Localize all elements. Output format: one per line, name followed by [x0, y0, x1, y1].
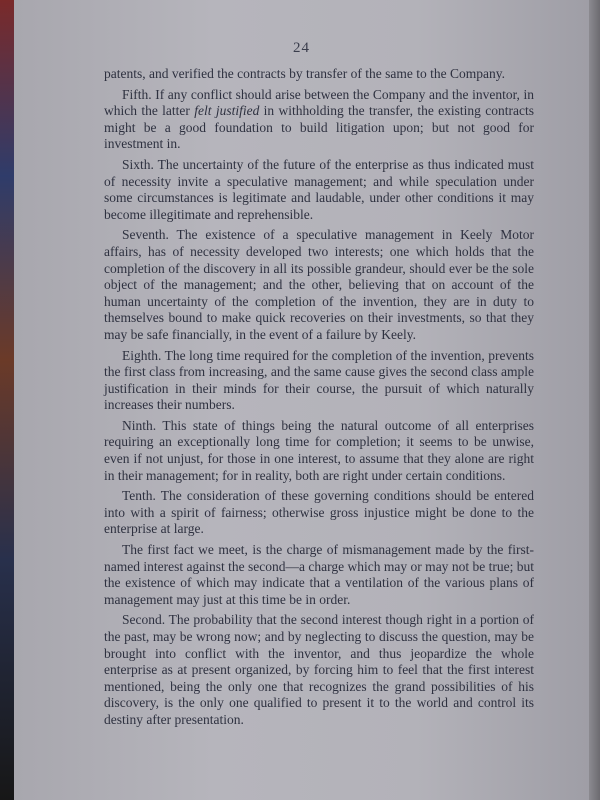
paragraph-eighth: Eighth. The long time required for the completion of the invention, prevents the first class from increasing, and the same cause gives the second class ample justification in their minds for their course, the pursuit of which naturally increases their numbers.: [104, 347, 534, 413]
paragraph-second: Second. The probability that the second interest though right in a portion of the past, may be wrong now; and by neglecting to discuss the question, may be brought into conflict with the inventor, and thus jeopardize the whole enterprise as at present organized, by forcing him to feel that the first interest mentioned, being the only one that recognizes the grand possibilities of his discovery, is the only one qualified to present it to the world and control its destiny after presentation.: [104, 612, 534, 727]
paragraph-seventh: Seventh. The existence of a speculative management in Keely Motor affairs, has of necessity developed two interests; one which holds that the completion of the discovery in all its possible grandeur, should ever be the sole object of the management; and the other, believing that on account of the human uncertainty of the completion of the invention, they are in duty to themselves bound to make quick recoveries on their investments, so that they may be safe financially, in the event of a failure by Keely.: [104, 227, 534, 342]
page-edge: [589, 0, 600, 800]
paragraph-tenth: Tenth. The consideration of these governing conditions should be entered into with a spirit of fairness; otherwise gross injustice might be done to the enterprise at large.: [104, 488, 534, 537]
paragraph-ninth: Ninth. This state of things being the natural outcome of all enterprises requiring an exceptionally long time for completion; it seems to be unwise, even if not unjust, for those in one interest, to assume that they alone are right in their management; for in reality, both are right under certain conditions.: [104, 417, 534, 483]
paragraph-fifth-start: Fifth. If any conflict should arise between the Company and the inventor, in which the latter: [104, 86, 534, 119]
paragraph-fifth-end: in withholding the transfer, the existing contracts might be a good foundation to build litigation upon; but not good for investment in.: [104, 103, 535, 152]
paragraph-first-fact: The first fact we meet, is the charge of mismanagement made by the first-named interest against the second—a charge which may or may not be true; but the existence of which may indicate that a ventilation of the various plans of management may just at this time be in order.: [104, 542, 534, 607]
book-page: [14, 0, 589, 800]
paragraph-sixth: Sixth. The uncertainty of the future of the enterprise as thus indicated must of necessity invite a speculative management; and while speculation under some circumstances is legitimate and laudable, under other conditions it may become illegitimate and reprehensible.: [104, 156, 534, 222]
background-cover-edge: [0, 0, 14, 800]
page-text: [104, 66, 534, 733]
page-number: 24: [293, 40, 310, 56]
paragraph-fifth: [104, 87, 534, 153]
italic-phrase: felt justified: [194, 103, 260, 119]
paragraph: patents, and verified the contracts by transfer of the same to the Company.: [104, 66, 505, 81]
